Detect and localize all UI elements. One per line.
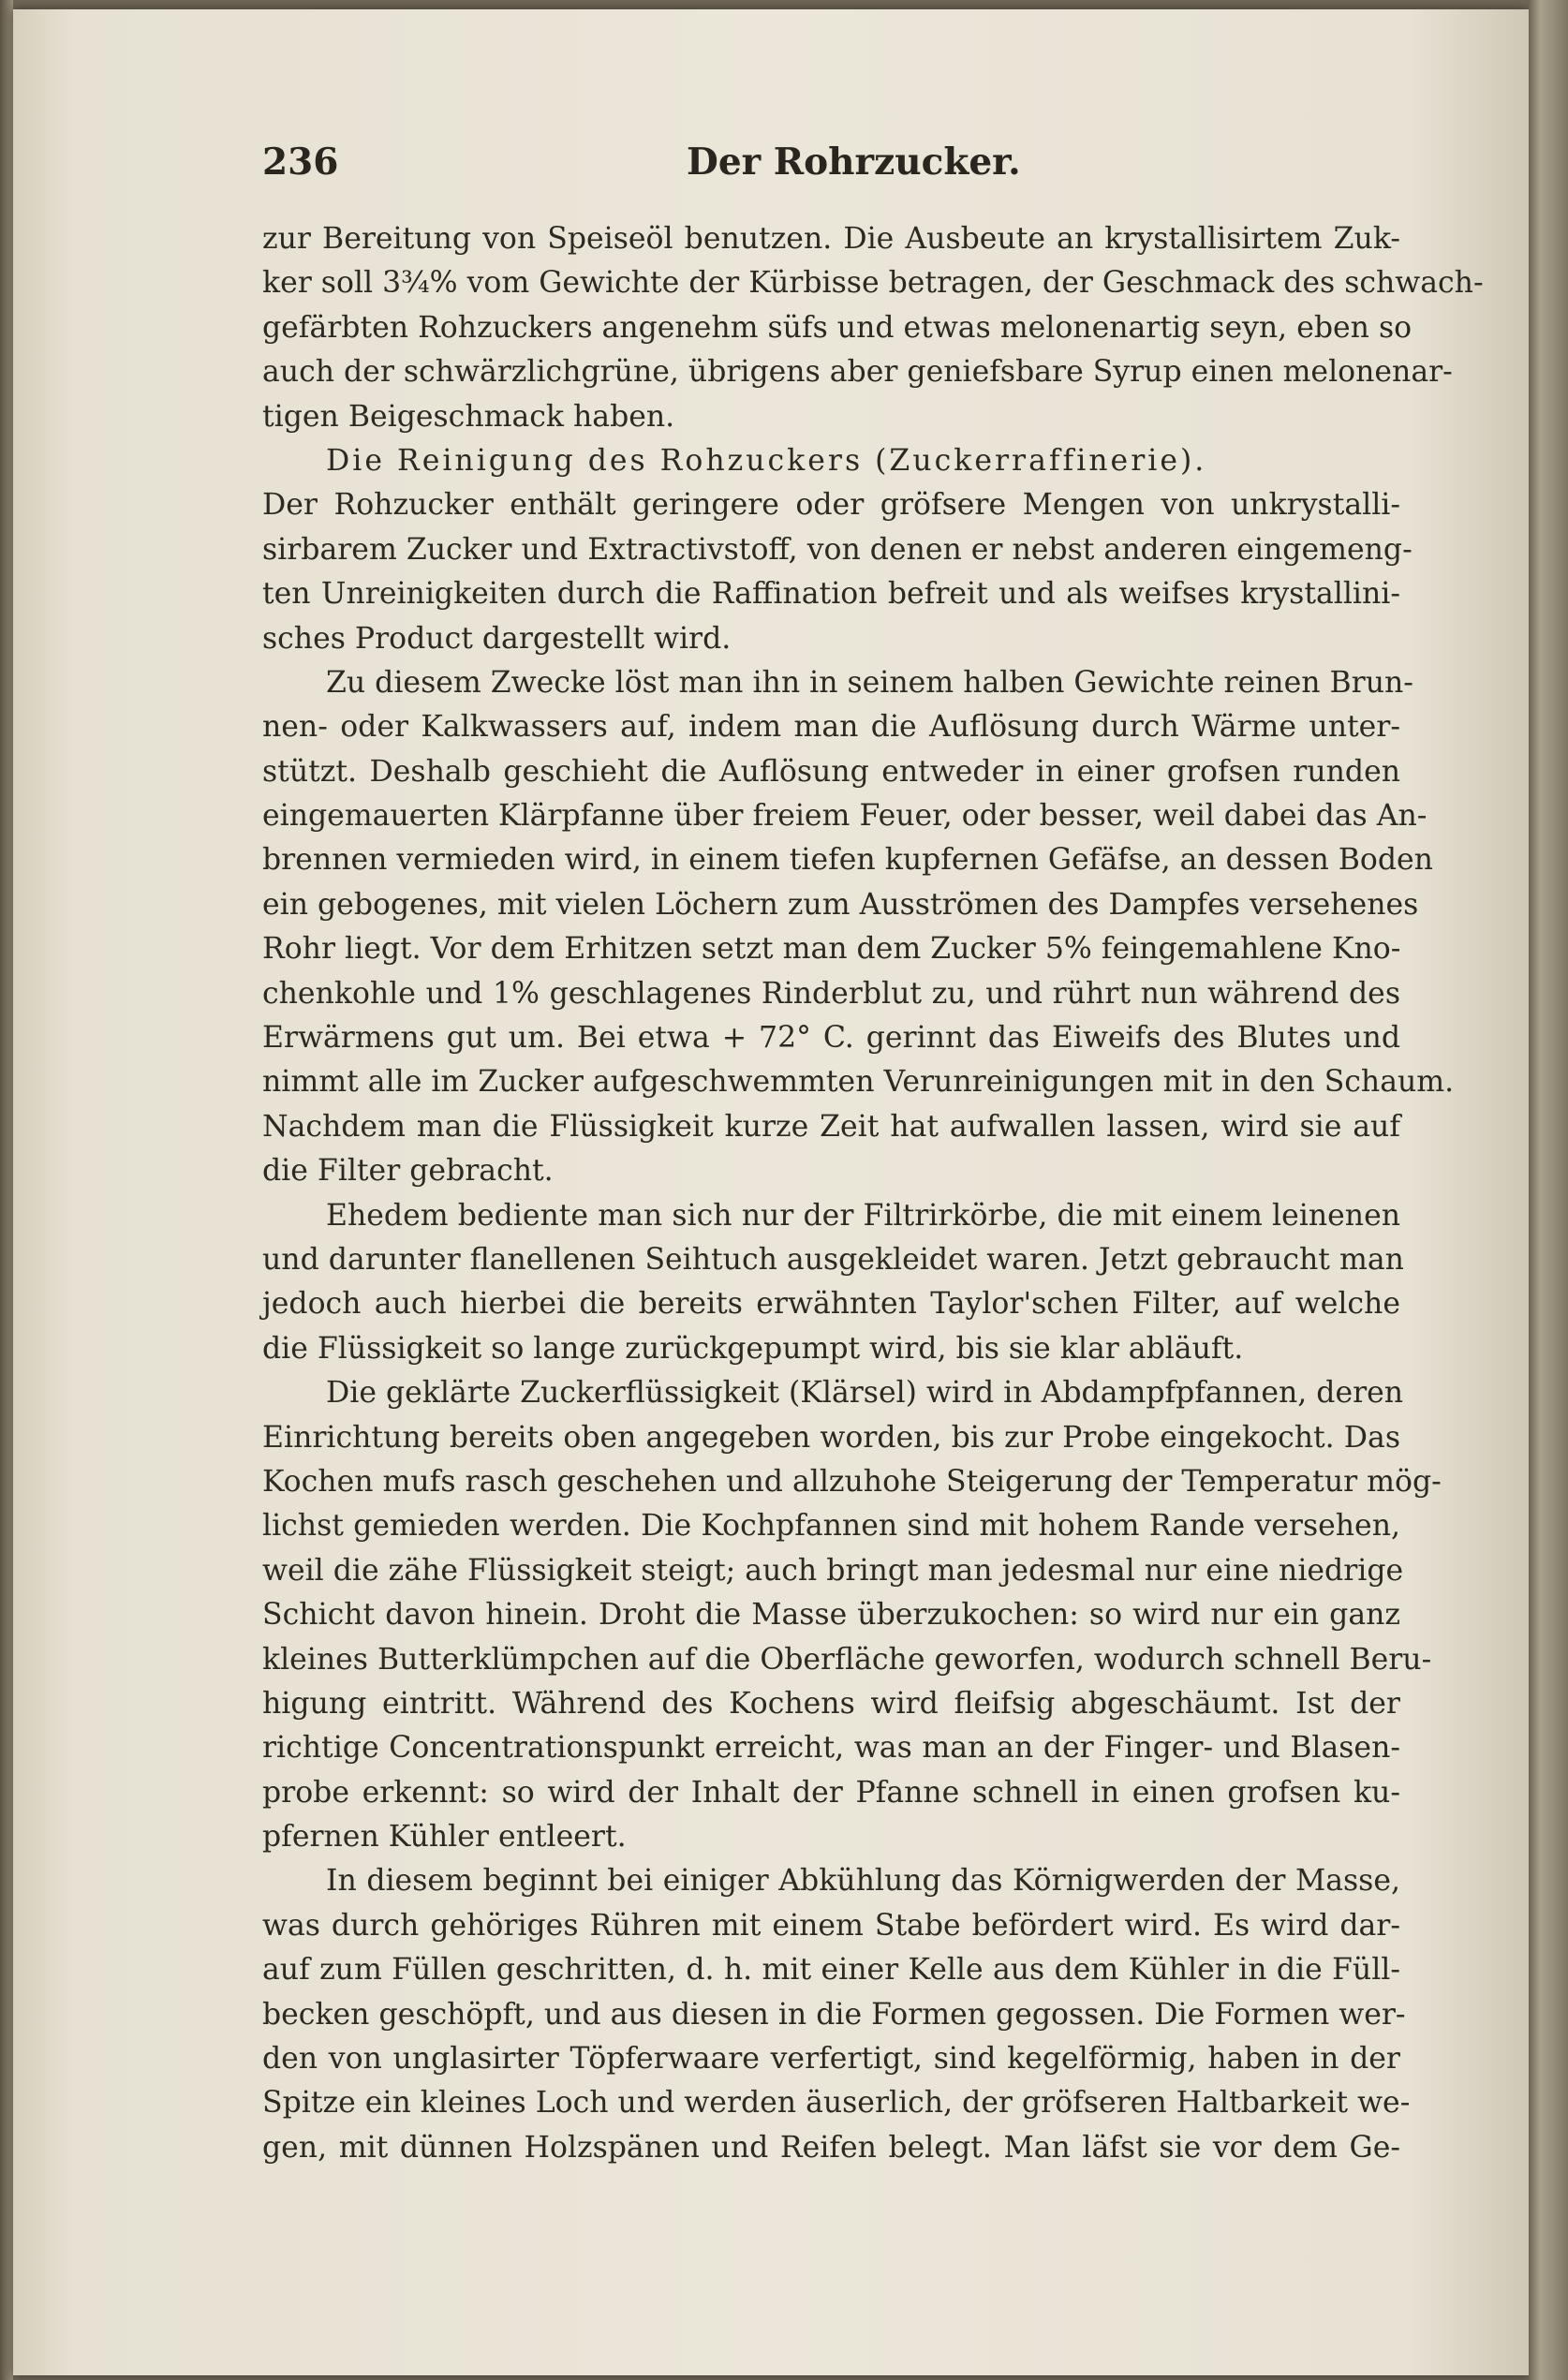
text-line: Einrichtung bereits oben angegeben worden, bis zur Probe eingekocht. Das: [262, 1420, 1400, 1455]
text-line: Spitze ein kleines Loch und werden äuserlich, der gröfseren Haltbarkeit we-: [262, 2086, 1411, 2121]
text-line: die Flüssigkeit so lange zurückgepumpt wird, bis sie klar abläuft.: [262, 1331, 1244, 1366]
text-line: pfernen Kühler entleert.: [262, 1820, 627, 1855]
text-line: Zu diesem Zwecke löst man ihn in seinem halben Gewichte reinen Brun-: [326, 665, 1413, 700]
section-heading: Die Reinigung des Rohzuckers (Zuckerraffinerie).: [326, 443, 1207, 478]
text-line: richtige Concentrationspunkt erreicht, was man an der Finger- und Blasen-: [262, 1731, 1400, 1766]
text-line: Nachdem man die Flüssigkeit kurze Zeit hat aufwallen lassen, wird sie auf: [262, 1109, 1400, 1144]
text-line: Erwärmens gut um. Bei etwa + 72° C. gerinnt das Eiweifs des Blutes und: [262, 1021, 1400, 1056]
text-line: higung eintritt. Während des Kochens wird fleifsig abgeschäumt. Ist der: [262, 1686, 1400, 1721]
running-title: Der Rohrzucker.: [687, 140, 1021, 184]
text-line: tigen Beigeschmack haben.: [262, 399, 675, 434]
text-line: was durch gehöriges Rühren mit einem Stabe befördert wird. Es wird dar-: [262, 1908, 1400, 1943]
text-line: kleines Butterklümpchen auf die Oberfläche geworfen, wodurch schnell Beru-: [262, 1642, 1432, 1677]
book-edge-right: [1529, 0, 1568, 2380]
text-line: Der Rohzucker enthält geringere oder gröfsere Mengen von unkrystalli-: [262, 488, 1400, 523]
text-line: sches Product dargestellt wird.: [262, 621, 732, 656]
text-line: lichst gemieden werden. Die Kochpfannen sind mit hohem Rande versehen,: [262, 1509, 1400, 1544]
text-line: chenkohle und 1% geschlagenes Rinderblut zu, und rührt nun während des: [262, 976, 1400, 1011]
text-line: Rohr liegt. Vor dem Erhitzen setzt man dem Zucker 5% feingemahlene Kno-: [262, 932, 1401, 967]
text-line: Die geklärte Zuckerflüssigkeit (Klärsel) wird in Abdampfpfannen, deren: [326, 1376, 1404, 1411]
text-line: ein gebogenes, mit vielen Löchern zum Ausströmen des Dampfes versehenes: [262, 887, 1419, 922]
body-text: [262, 217, 1484, 2170]
text-line: becken geschöpft, und aus diesen in die Formen gegossen. Die Formen wer-: [262, 1997, 1406, 2032]
text-line: sirbarem Zucker und Extractivstoff, von denen er nebst anderen eingemeng-: [262, 532, 1413, 567]
text-line: den von unglasirter Töpferwaare verfertigt, sind kegelförmig, haben in der: [262, 2042, 1400, 2077]
text-line: auch der schwärzlichgrüne, übrigens aber geniefsbare Syrup einen melonenar-: [262, 355, 1453, 390]
text-line: ten Unreinigkeiten durch die Raffination befreit und als weifses krystallini-: [262, 577, 1400, 612]
text-line: brennen vermieden wird, in einem tiefen kupfernen Gefäfse, an dessen Boden: [262, 843, 1433, 878]
text-line: die Filter gebracht.: [262, 1154, 554, 1189]
text-line: Ehedem bediente man sich nur der Filtrirkörbe, die mit einem leinenen: [326, 1198, 1400, 1233]
page-number: 236: [262, 140, 339, 184]
text-line: gefärbten Rohzuckers angenehm süfs und etwas melonenartig seyn, eben so: [262, 310, 1413, 345]
text-line: auf zum Füllen geschritten, d. h. mit einer Kelle aus dem Kühler in die Füll-: [262, 1953, 1400, 1988]
text-line: und darunter flanellenen Seihtuch ausgekleidet waren. Jetzt gebraucht man: [262, 1242, 1404, 1277]
text-line: nimmt alle im Zucker aufgeschwemmten Verunreinigungen mit in den Schaum.: [262, 1065, 1455, 1100]
text-line: nen- oder Kalkwassers auf, indem man die Auflösung durch Wärme unter-: [262, 710, 1400, 745]
text-line: In diesem beginnt bei einiger Abkühlung das Körnigwerden der Masse,: [326, 1864, 1400, 1899]
page-header: [262, 140, 1405, 197]
text-line: Schicht davon hinein. Droht die Masse überzukochen: so wird nur ein ganz: [262, 1598, 1400, 1633]
text-line: probe erkennt: so wird der Inhalt der Pfanne schnell in einen grofsen ku-: [262, 1775, 1400, 1810]
text-line: zur Bereitung von Speiseöl benutzen. Die Ausbeute an krystallisirtem Zuk-: [262, 222, 1400, 256]
book-gutter-left: [0, 0, 13, 2380]
text-line: eingemauerten Klärpfanne über freiem Feuer, oder besser, weil dabei das An-: [262, 799, 1427, 834]
text-line: stützt. Deshalb geschieht die Auflösung entweder in einer grofsen runden: [262, 754, 1400, 789]
text-line: Kochen mufs rasch geschehen und allzuhohe Steigerung der Temperatur mög-: [262, 1464, 1442, 1499]
text-line: jedoch auch hierbei die bereits erwähnten Taylor'schen Filter, auf welche: [262, 1287, 1400, 1322]
text-line: gen, mit dünnen Holzspänen und Reifen belegt. Man läfst sie vor dem Ge-: [262, 2130, 1400, 2165]
text-line: weil die zähe Flüssigkeit steigt; auch bringt man jedesmal nur eine niedrige: [262, 1553, 1404, 1588]
text-line: ker soll 3¾% vom Gewichte der Kürbisse betragen, der Geschmack des schwach-: [262, 266, 1484, 301]
